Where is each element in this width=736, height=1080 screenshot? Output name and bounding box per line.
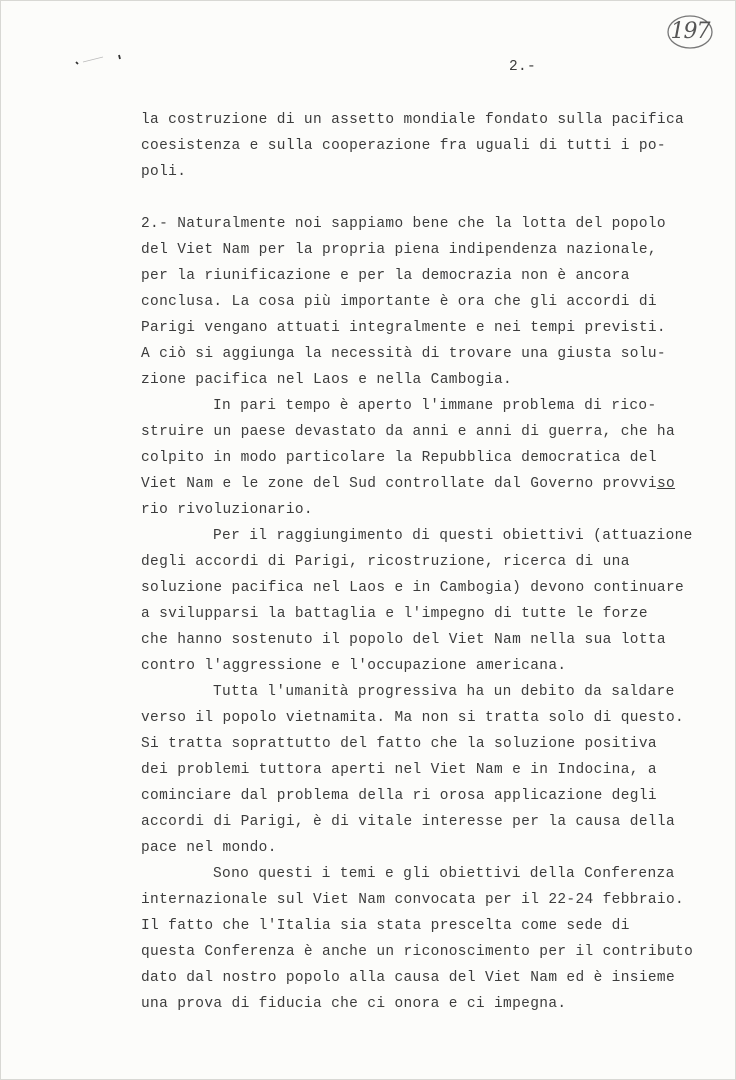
text-line: 2.- Naturalmente noi sappiamo bene che la lotta del popolo: [141, 216, 666, 232]
text-line: Il fatto che l'Italia sia stata prescelta come sede di: [141, 918, 630, 934]
text-line: questa Conferenza è anche un riconoscimento per il contributo: [141, 944, 694, 960]
text-line: cominciare dal problema della ri orosa applicazione degli: [141, 788, 657, 804]
text-line: rio rivoluzionario.: [141, 502, 313, 518]
text-line: Tutta l'umanità progressiva ha un debito da saldare: [213, 684, 675, 700]
text-line: Parigi vengano attuati integralmente e nei tempi previsti.: [141, 320, 666, 336]
paragraph: [141, 523, 693, 679]
text-line: colpito in modo particolare la Repubblica democratica del: [141, 450, 657, 466]
text-line: una prova di fiducia che ci onora e ci impegna.: [141, 996, 567, 1012]
text-line-underlined-end: [141, 471, 686, 497]
text-line: verso il popolo vietnamita. Ma non si tratta solo di questo.: [141, 710, 685, 726]
text-line: conclusa. La cosa più importante è ora che gli accordi di: [141, 294, 657, 310]
text-line: del Viet Nam per la propria piena indipendenza nazionale,: [141, 242, 657, 258]
text-line: degli accordi di Parigi, ricostruzione, ricerca di una: [141, 554, 630, 570]
text-line: pace nel mondo.: [141, 840, 277, 856]
text-line: per la riunificazione e per la democrazia non è ancora: [141, 268, 630, 284]
paragraph: [141, 861, 694, 1017]
text-line: a svilupparsi la battaglia e l'impegno di tutte le forze: [141, 606, 648, 622]
paragraph: [141, 393, 686, 523]
paragraph: [141, 211, 686, 393]
text-line: la costruzione di un assetto mondiale fondato sulla pacifica: [141, 112, 685, 128]
stamp-number: 197: [670, 19, 710, 44]
text-line: che hanno sostenuto il popolo del Viet Nam nella sua lotta: [141, 632, 666, 648]
pen-marks-icon: [73, 53, 127, 69]
body-text: [141, 107, 694, 1017]
text-line: zione pacifica nel Laos e nella Cambogia.: [141, 372, 513, 388]
paragraph-gap: [141, 185, 686, 211]
text-line: dei problemi tuttora aperti nel Viet Nam e in Indocina, a: [141, 762, 657, 778]
text-line: dato dal nostro popolo alla causa del Viet Nam ed è insieme: [141, 970, 676, 986]
text-line: poli.: [141, 164, 187, 180]
text-line: accordi di Parigi, è di vitale interesse per la causa della: [141, 814, 676, 830]
text-line-start: Viet Nam e le zone del Sud controllate dal Governo provvi: [141, 476, 657, 492]
text-line: In pari tempo è aperto l'immane problema di rico-: [213, 398, 657, 414]
text-line: contro l'aggressione e l'occupazione americana.: [141, 658, 567, 674]
paragraph: [141, 679, 686, 861]
text-line: struire un paese devastato da anni e anni di guerra, che ha: [141, 424, 676, 440]
text-line: internazionale sul Viet Nam convocata per il 22-24 febbraio.: [141, 892, 685, 908]
text-line: coesistenza e sulla cooperazione fra uguali di tutti i po-: [141, 138, 666, 154]
text-line: Per il raggiungimento di questi obiettivi (attuazione: [213, 528, 693, 544]
paragraph: [141, 107, 686, 185]
page-stamp: [665, 13, 715, 51]
page-number: 2.-: [509, 59, 537, 75]
underlined-fragment: so: [656, 476, 676, 492]
text-line: A ciò si aggiunga la necessità di trovare una giusta solu-: [141, 346, 666, 362]
text-line: soluzione pacifica nel Laos e in Cambogia) devono continuare: [141, 580, 685, 596]
text-line: Sono questi i temi e gli obiettivi della Conferenza: [213, 866, 675, 882]
text-line: Si tratta soprattutto del fatto che la soluzione positiva: [141, 736, 657, 752]
